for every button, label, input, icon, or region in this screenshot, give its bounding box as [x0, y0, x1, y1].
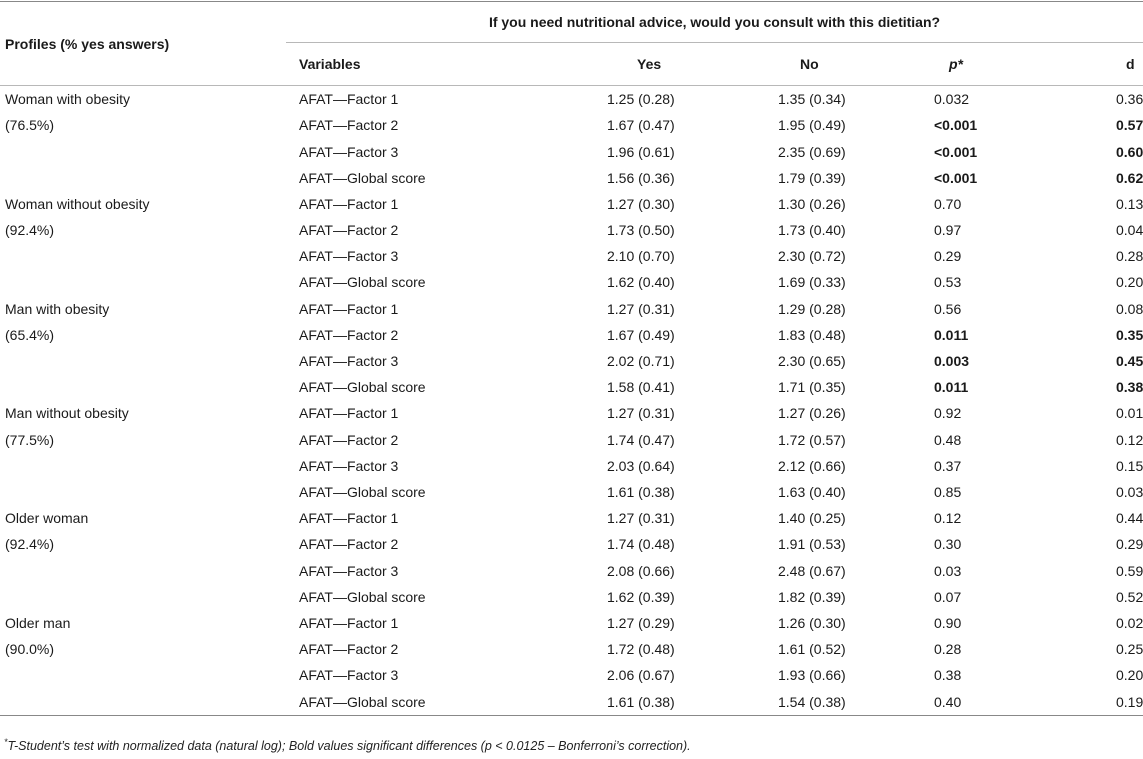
profile-cell-empty — [0, 662, 286, 688]
p-value-cell: 0.70 — [934, 195, 962, 212]
variable-cell: AFAT—Global score — [299, 379, 426, 396]
variable-cell: AFAT—Factor 3 — [299, 667, 399, 684]
variable-cell: AFAT—Factor 1 — [299, 195, 399, 212]
variable-cell: AFAT—Factor 1 — [299, 615, 399, 631]
no-cell: 1.69 (0.33) — [778, 274, 846, 291]
table-row — [0, 400, 1143, 426]
p-value-cell: 0.03 — [934, 562, 962, 579]
profile-cell-empty — [0, 165, 286, 191]
no-cell: 1.30 (0.26) — [778, 195, 846, 212]
effect-size-cell: 0.36 — [1116, 91, 1143, 108]
p-value-cell: 0.92 — [934, 405, 962, 422]
p-value-cell: 0.48 — [934, 431, 962, 448]
effect-size-cell: 0.13 — [1116, 195, 1143, 212]
table-row — [0, 191, 1143, 217]
variables-header: Variables — [286, 43, 486, 86]
profile-cell-empty — [0, 374, 286, 400]
profile-cell-empty — [0, 138, 286, 164]
no-cell: 1.73 (0.40) — [778, 222, 846, 239]
p-value-cell: 0.011 — [934, 326, 969, 343]
p-header: p* — [869, 43, 1051, 86]
effect-size-cell: 0.62 — [1116, 169, 1143, 186]
yes-cell: 1.74 (0.47) — [607, 431, 675, 448]
variable-cell: AFAT—Factor 2 — [299, 326, 399, 343]
yes-cell: 2.03 (0.64) — [607, 457, 675, 474]
no-cell: 1.63 (0.40) — [778, 484, 846, 501]
no-cell: 1.82 (0.39) — [778, 588, 846, 605]
footnote-text: T-Student’s test with normalized data (natural log); Bold values significant differences (p < 0.0125 – Bonferroni’s correction). — [7, 739, 691, 754]
question-header: If you need nutritional advice, would you consult with this dietitian? — [286, 2, 1143, 43]
p-value-cell: 0.85 — [934, 484, 962, 501]
no-cell: 1.40 (0.25) — [778, 510, 846, 527]
effect-size-cell: 0.57 — [1116, 117, 1143, 134]
yes-cell: 1.27 (0.31) — [607, 510, 675, 527]
variable-cell: AFAT—Factor 3 — [299, 457, 399, 474]
profile-cell-empty — [0, 348, 286, 374]
variable-cell: AFAT—Global score — [286, 689, 486, 716]
variable-cell: AFAT—Factor 1 — [299, 91, 399, 108]
profile-percent: (92.4%) — [5, 221, 55, 238]
variable-cell: AFAT—Factor 2 — [299, 117, 399, 134]
profile-cell-empty — [0, 453, 286, 479]
p-value-cell: 0.032 — [934, 91, 970, 108]
profile-name: Older woman — [5, 510, 89, 527]
results-table — [0, 1, 1143, 716]
profile-percent: (76.5%) — [5, 117, 55, 134]
yes-cell: 1.27 (0.31) — [607, 300, 675, 317]
yes-cell: 2.10 (0.70) — [607, 248, 675, 265]
footnote-marker: * — [4, 737, 8, 747]
variable-cell: AFAT—Global score — [299, 169, 426, 186]
no-cell: 1.72 (0.57) — [778, 431, 846, 448]
variable-cell: AFAT—Factor 3 — [299, 248, 399, 265]
profile-name: Man without obesity — [5, 405, 129, 422]
profile-cell-empty — [0, 689, 286, 716]
no-header: No — [681, 43, 869, 86]
p-value-cell: 0.37 — [934, 457, 962, 474]
variable-cell: AFAT—Factor 2 — [299, 536, 399, 553]
effect-size-cell: 0.19 — [1051, 689, 1143, 716]
p-value-cell: 0.53 — [934, 274, 962, 291]
variable-cell: AFAT—Factor 3 — [299, 353, 399, 370]
yes-cell: 1.56 (0.36) — [607, 169, 675, 186]
profile-name: Woman without obesity — [5, 195, 150, 212]
yes-cell: 1.67 (0.49) — [607, 326, 675, 343]
table-row — [0, 165, 1143, 191]
profile-name: Man with obesity — [5, 300, 110, 317]
table-row — [0, 662, 1143, 688]
p-value-cell: <0.001 — [934, 143, 978, 160]
table-row — [0, 348, 1143, 374]
no-cell: 1.54 (0.38) — [681, 689, 869, 716]
no-cell: 1.83 (0.48) — [778, 326, 846, 343]
no-cell: 1.79 (0.39) — [778, 169, 846, 186]
no-cell: 2.48 (0.67) — [778, 562, 846, 579]
profile-name: Older man — [5, 614, 71, 631]
table-row — [0, 427, 1143, 453]
yes-cell: 2.08 (0.66) — [607, 562, 675, 579]
effect-size-cell: 0.45 — [1116, 353, 1143, 370]
variable-cell: AFAT—Factor 1 — [299, 510, 399, 527]
table-row — [0, 689, 1143, 716]
effect-size-cell: 0.08 — [1116, 300, 1143, 317]
yes-cell: 1.25 (0.28) — [607, 91, 675, 108]
table-row — [0, 322, 1143, 348]
profile-cell-empty — [0, 584, 286, 610]
table-row — [0, 531, 1143, 557]
no-cell: 1.71 (0.35) — [778, 379, 846, 396]
yes-cell: 1.74 (0.48) — [607, 536, 675, 553]
no-cell: 1.95 (0.49) — [778, 117, 846, 134]
no-cell: 1.93 (0.66) — [778, 667, 846, 684]
yes-cell: 1.67 (0.47) — [607, 117, 675, 134]
d-header: d — [1051, 43, 1143, 86]
profile-cell-empty — [0, 479, 286, 505]
table-row — [0, 296, 1143, 322]
p-value-cell: 0.003 — [934, 353, 970, 370]
effect-size-cell: 0.03 — [1116, 484, 1143, 501]
profile-cell-empty — [0, 243, 286, 269]
effect-size-cell: 0.15 — [1116, 457, 1143, 474]
yes-cell: 1.62 (0.39) — [607, 588, 675, 605]
table-row — [0, 505, 1143, 531]
variable-cell: AFAT—Global score — [299, 484, 426, 501]
effect-size-cell: 0.20 — [1116, 667, 1143, 684]
no-cell: 1.27 (0.26) — [778, 405, 846, 422]
profiles-header: Profiles (% yes answers) — [0, 2, 286, 86]
profile-cell-empty — [0, 269, 286, 295]
table-row — [0, 479, 1143, 505]
effect-size-cell: 0.02 — [1116, 615, 1143, 631]
p-value-cell: 0.97 — [934, 222, 962, 239]
p-value-cell: 0.90 — [934, 615, 962, 631]
p-value-cell: 0.07 — [934, 588, 962, 605]
yes-cell: 2.02 (0.71) — [607, 353, 675, 370]
effect-size-cell: 0.52 — [1116, 588, 1143, 605]
p-value-cell: 0.29 — [934, 248, 962, 265]
variable-cell: AFAT—Factor 2 — [299, 431, 399, 448]
no-cell: 2.12 (0.66) — [778, 457, 846, 474]
variable-cell: AFAT—Factor 1 — [299, 405, 399, 422]
yes-cell: 1.61 (0.38) — [607, 484, 675, 501]
profile-name: Woman with obesity — [5, 91, 131, 107]
variable-cell: AFAT—Factor 2 — [299, 641, 399, 658]
variable-cell: AFAT—Factor 1 — [299, 300, 399, 317]
table-row — [0, 558, 1143, 584]
no-cell: 1.61 (0.52) — [778, 641, 846, 658]
effect-size-cell: 0.20 — [1116, 274, 1143, 291]
table-row — [0, 112, 1143, 138]
effect-size-cell: 0.29 — [1116, 536, 1143, 553]
no-cell: 1.91 (0.53) — [778, 536, 846, 553]
effect-size-cell: 0.60 — [1116, 143, 1143, 160]
effect-size-cell: 0.28 — [1116, 248, 1143, 265]
effect-size-cell: 0.44 — [1116, 510, 1143, 527]
table-row — [0, 86, 1143, 113]
no-cell: 2.35 (0.69) — [778, 143, 846, 160]
yes-cell: 2.06 (0.67) — [607, 667, 675, 684]
profile-percent: (92.4%) — [5, 536, 55, 553]
profile-percent: (90.0%) — [5, 641, 55, 658]
table-row — [0, 217, 1143, 243]
variable-cell: AFAT—Global score — [299, 274, 426, 291]
no-cell: 1.29 (0.28) — [778, 300, 846, 317]
variable-cell: AFAT—Factor 3 — [299, 143, 399, 160]
no-cell: 1.26 (0.30) — [778, 615, 846, 631]
variable-cell: AFAT—Global score — [299, 588, 426, 605]
effect-size-cell: 0.12 — [1116, 431, 1143, 448]
p-value-cell: <0.001 — [934, 117, 978, 134]
yes-cell: 1.73 (0.50) — [607, 222, 675, 239]
profile-percent: (77.5%) — [5, 431, 55, 448]
table-row — [0, 636, 1143, 662]
effect-size-cell: 0.38 — [1116, 379, 1143, 396]
effect-size-cell: 0.01 — [1116, 405, 1143, 422]
p-value-cell: 0.30 — [934, 536, 962, 553]
yes-cell: 1.58 (0.41) — [607, 379, 675, 396]
table-row — [0, 374, 1143, 400]
p-value-cell: 0.011 — [934, 379, 969, 396]
profile-cell-empty — [0, 558, 286, 584]
p-value-cell: 0.40 — [869, 689, 1051, 716]
table-row — [0, 584, 1143, 610]
yes-cell: 1.96 (0.61) — [607, 143, 675, 160]
effect-size-cell: 0.35 — [1116, 326, 1143, 343]
profile-percent: (65.4%) — [5, 326, 55, 343]
table-row — [0, 453, 1143, 479]
table-row — [0, 138, 1143, 164]
no-cell: 2.30 (0.65) — [778, 353, 846, 370]
p-value-cell: <0.001 — [934, 169, 978, 186]
no-cell: 1.35 (0.34) — [778, 91, 846, 108]
effect-size-cell: 0.25 — [1116, 641, 1143, 658]
table-row — [0, 610, 1143, 636]
p-value-cell: 0.28 — [934, 641, 962, 658]
yes-header: Yes — [486, 43, 681, 86]
p-value-cell: 0.56 — [934, 300, 962, 317]
table-row — [0, 243, 1143, 269]
p-value-cell: 0.12 — [934, 510, 962, 527]
yes-cell: 1.27 (0.29) — [607, 615, 675, 631]
effect-size-cell: 0.04 — [1116, 222, 1143, 239]
table-row — [0, 269, 1143, 295]
variable-cell: AFAT—Factor 3 — [299, 562, 399, 579]
table-footnote — [4, 737, 691, 753]
no-cell: 2.30 (0.72) — [778, 248, 846, 265]
yes-cell: 1.61 (0.38) — [486, 689, 681, 716]
yes-cell: 1.72 (0.48) — [607, 641, 675, 658]
yes-cell: 1.62 (0.40) — [607, 274, 675, 291]
p-value-cell: 0.38 — [934, 667, 962, 684]
variable-cell: AFAT—Factor 2 — [299, 222, 399, 239]
yes-cell: 1.27 (0.31) — [607, 405, 675, 422]
yes-cell: 1.27 (0.30) — [607, 195, 675, 212]
table-body — [0, 86, 1143, 716]
effect-size-cell: 0.59 — [1116, 562, 1143, 579]
